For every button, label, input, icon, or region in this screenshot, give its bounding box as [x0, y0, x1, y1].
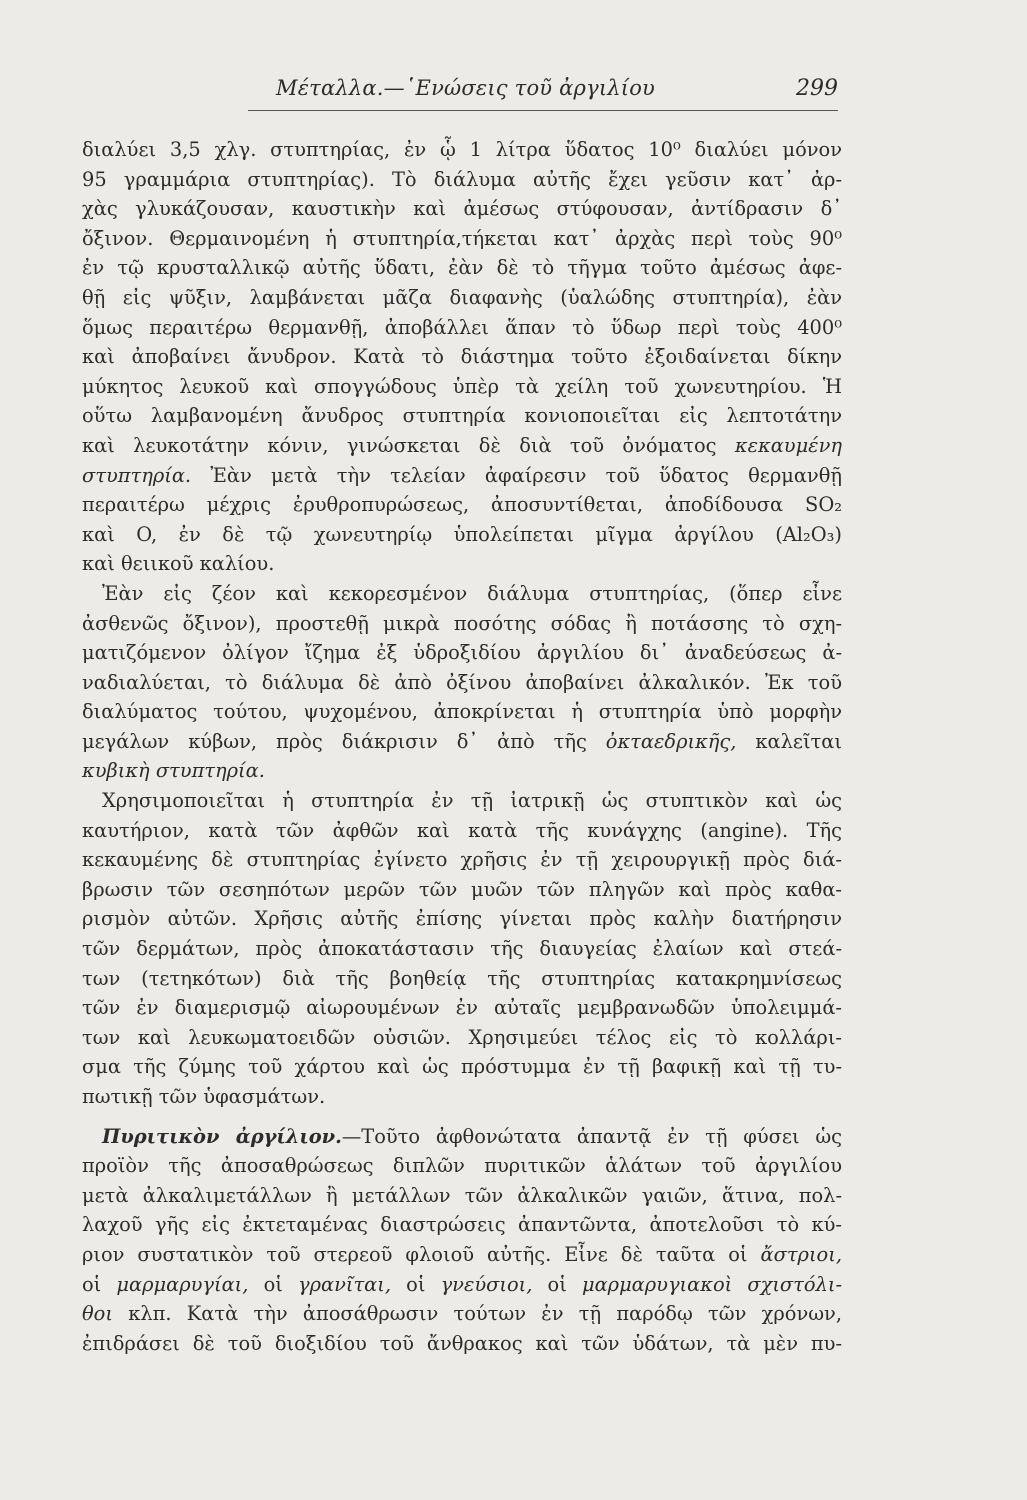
section-heading: Πυριτικὸν ἀργίλιον. [102, 1124, 342, 1148]
text-line: θῇ εἰς ψῦξιν, λαμβάνεται μᾶζα διαφανὴς (ὑαλώδης στυπτηρία), ἐὰν [82, 285, 842, 309]
text-line: καὶ θειικοῦ καλίου. [82, 552, 275, 576]
text-run: οἱ [82, 1272, 117, 1296]
italic-term: γνεύσιοι, [440, 1272, 533, 1296]
text-line: βρωσιν τῶν σεσηπότων μερῶν τῶν μυῶν τῶν πληγῶν καὶ πρὸς καθα- [82, 877, 842, 901]
italic-term: ὀκταεδρικῆς, [605, 729, 737, 753]
text-line: ἐν τῷ κρυσταλλικῷ αὐτῆς ὕδατι, ἐὰν δὲ τὸ τῆγμα τοῦτο ἀμέσως ἀφε- [82, 256, 842, 280]
text-run: καὶ λευκοτάτην κόνιν, γινώσκεται δὲ διὰ τοῦ ὀνόματος [82, 433, 735, 457]
text-run: οἱ [532, 1272, 582, 1296]
text-line: 95 γραμμάρια στυπτηρίας). Τὸ διάλυμα αὐτῆς ἔχει γεῦσιν κατ᾿ ἀρ- [82, 167, 842, 191]
paragraph-alum-properties [82, 135, 842, 579]
text-run: κλπ. Κατὰ τὴν ἀποσάθρωσιν τούτων ἐν τῇ παρόδῳ τῶν χρόνων, [112, 1302, 842, 1326]
text-line: περαιτέρω μέχρις ἐρυθροπυρώσεως, ἀποσυντίθεται, ἀποδίδουσα SO₂ [82, 493, 842, 517]
text-line [82, 1270, 842, 1300]
text-run: καλεῖται [736, 729, 842, 753]
text-line: ἐπιδράσει δὲ τοῦ διοξιδίου τοῦ ἄνθρακος καὶ τῶν ὑδάτων, τὰ μὲν πυ- [82, 1331, 842, 1355]
text-line: λαχοῦ γῆς εἰς ἐκτεταμένας διαστρώσεις ἀπαντῶντα, ἀποτελοῦσι τὸ κύ- [82, 1213, 842, 1237]
text-line: των (τετηκότων) διὰ τῆς βοηθείᾳ τῆς στυπτηρίας κατακρημνίσεως [82, 966, 842, 990]
text-line: διαλύματος τούτου, ψυχομένου, ἀποκρίνεται ἡ στυπτηρία ὑπὸ μορφὴν [82, 700, 842, 724]
text-line [82, 727, 842, 757]
text-line: σμα τῆς ζύμης τοῦ χάρτου καὶ ὡς πρόστυμμα ἐν τῇ βαφικῇ καὶ τῇ τυ- [82, 1055, 842, 1079]
text-line: Ἐὰν εἰς ζέον καὶ κεκορεσμένον διάλυμα στυπτηρίας, (ὅπερ εἶνε [102, 581, 842, 605]
italic-term: μαρμαρυγίαι, [116, 1272, 249, 1296]
header-rule [248, 110, 838, 111]
text-line [82, 431, 842, 461]
text-line: κυβικὴ στυπτηρία. [82, 759, 265, 783]
text-line: καυτήριον, κατὰ τῶν ἀφθῶν καὶ κατὰ τῆς κυνάγχης (angine). Τῆς [82, 818, 842, 842]
text-run: οἱ [391, 1272, 441, 1296]
page-number: 299 [796, 76, 838, 101]
italic-term: μαρμαρυγιακοὶ σχιστόλι- [581, 1272, 843, 1296]
text-line: ἀσθενῶς ὄξινον), προστεθῇ μικρὰ ποσότης σόδας ἢ ποτάσσης τὸ σχη- [82, 611, 842, 635]
text-line: μύκητος λευκοῦ καὶ σπογγώδους ὑπὲρ τὰ χείλη τοῦ χωνευτηρίου. Ἡ [82, 374, 842, 398]
text-line: καὶ O, ἐν δὲ τῷ χωνευτηρίῳ ὑπολείπεται μῖγμα ἀργίλου (Al₂O₃) [82, 522, 842, 546]
text-line [82, 461, 842, 491]
body-text [82, 135, 842, 1358]
italic-term: θοι [82, 1302, 113, 1326]
italic-term: στυπτηρία. [82, 463, 192, 487]
text-line: τῶν δερμάτων, πρὸς ἀποκατάστασιν τῆς διαυγείας ἐλαίων καὶ στεά- [82, 937, 842, 961]
paragraph-alum-uses [82, 786, 842, 1112]
text-line: χὰς γλυκάζουσαν, καυστικὴν καὶ ἀμέσως στύφουσαν, ἀντίδρασιν δ᾿ [82, 197, 842, 221]
text-run: ριον συστατικὸν τοῦ στερεοῦ φλοιοῦ αὐτῆς. Εἶνε δὲ ταῦτα οἱ [82, 1242, 761, 1266]
text-line: καὶ ἀποβαίνει ἄνυδρον. Κατὰ τὸ διάστημα τοῦτο ἐξοιδαίνεται δίκην [82, 345, 842, 369]
text-line: προϊὸν τῆς ἀποσαθρώσεως διπλῶν πυριτικῶν ἁλάτων τοῦ ἀργιλίου [82, 1154, 842, 1178]
text-run: μεγάλων κύβων, πρὸς διάκρισιν δ᾿ ἀπὸ τῆς [82, 729, 606, 753]
paragraph-cubic-alum [82, 579, 842, 786]
running-title: Μέταλλα.—῾Ενώσεις τοῦ ἀργιλίου [276, 76, 656, 100]
text-line: ναδιαλύεται, τὸ διάλυμα δὲ ἀπὸ ὀξίνου ἀποβαίνει ἀλκαλικόν. Ἐκ τοῦ [82, 670, 842, 694]
text-line: ρισμὸν αὐτῶν. Χρῆσις αὐτῆς ἐπίσης γίνεται πρὸς καλὴν διατήρησιν [82, 907, 842, 931]
italic-term: ἄστριοι, [760, 1242, 842, 1266]
text-line: πωτικῇ τῶν ὑφασμάτων. [82, 1085, 326, 1108]
text-line: Χρησιμοποιεῖται ἡ στυπτηρία ἐν τῇ ἰατρικῇ ὡς στυπτικὸν καὶ ὡς [102, 789, 842, 813]
text-line: μετὰ ἀλκαλιμετάλλων ἢ μετάλλων τῶν ἀλκαλικῶν γαιῶν, ἅτινα, πολ- [82, 1183, 842, 1207]
text-line: ὅμως περαιτέρω θερμανθῇ, ἀποβάλλει ἅπαν τὸ ὕδωρ περὶ τοὺς 400⁰ [82, 315, 842, 339]
text-line: ὄξινον. Θερμαινομένη ἡ στυπτηρία,τήκεται κατ᾿ ἀρχὰς περὶ τοὺς 90⁰ [82, 226, 842, 250]
text-line: διαλύει 3,5 χλγ. στυπτηρίας, ἐν ᾧ 1 λίτρα ὕδατος 10⁰ διαλύει μόνον [82, 138, 842, 161]
text-line [82, 1299, 842, 1329]
text-line: τῶν ἐν διαμερισμῷ αἰωρουμένων ἐν αὐταῖς μεμβρανωδῶν ὑπολειμμά- [82, 996, 842, 1020]
text-line: ματιζόμενον ὀλίγον ἴζημα ἐξ ὑδροξιδίου ἀργιλίου δι᾿ ἀναδεύσεως ἀ- [82, 641, 842, 665]
paragraph-spacer [82, 1112, 842, 1122]
text-line: οὕτω λαμβανομένη ἄνυδρος στυπτηρία κονιοποιεῖται εἰς λεπτοτάτην [82, 404, 842, 428]
italic-term: κεκαυμένη [734, 433, 842, 457]
text-run: οἱ [248, 1272, 298, 1296]
text-run: Ἐὰν μετὰ τὴν τελείαν ἀφαίρεσιν τοῦ ὕδατος θερμανθῇ [191, 463, 842, 487]
text-line: κεκαυμένης δὲ στυπτηρίας ἐγίνετο χρῆσις ἐν τῇ χειρουργικῇ πρὸς διά- [82, 848, 842, 872]
text-line [82, 1122, 842, 1152]
text-run: —Τοῦτο ἀφθονώτατα ἀπαντᾷ ἐν τῇ φύσει ὡς [341, 1124, 842, 1148]
page-header [248, 76, 838, 104]
paragraph-aluminium-silicate [82, 1122, 842, 1359]
text-line: των καὶ λευκωματοειδῶν οὐσιῶν. Χρησιμεύει τέλος εἰς τὸ κολλάρι- [82, 1025, 842, 1049]
italic-term: γρανῖται, [297, 1272, 392, 1296]
text-line [82, 1240, 842, 1270]
